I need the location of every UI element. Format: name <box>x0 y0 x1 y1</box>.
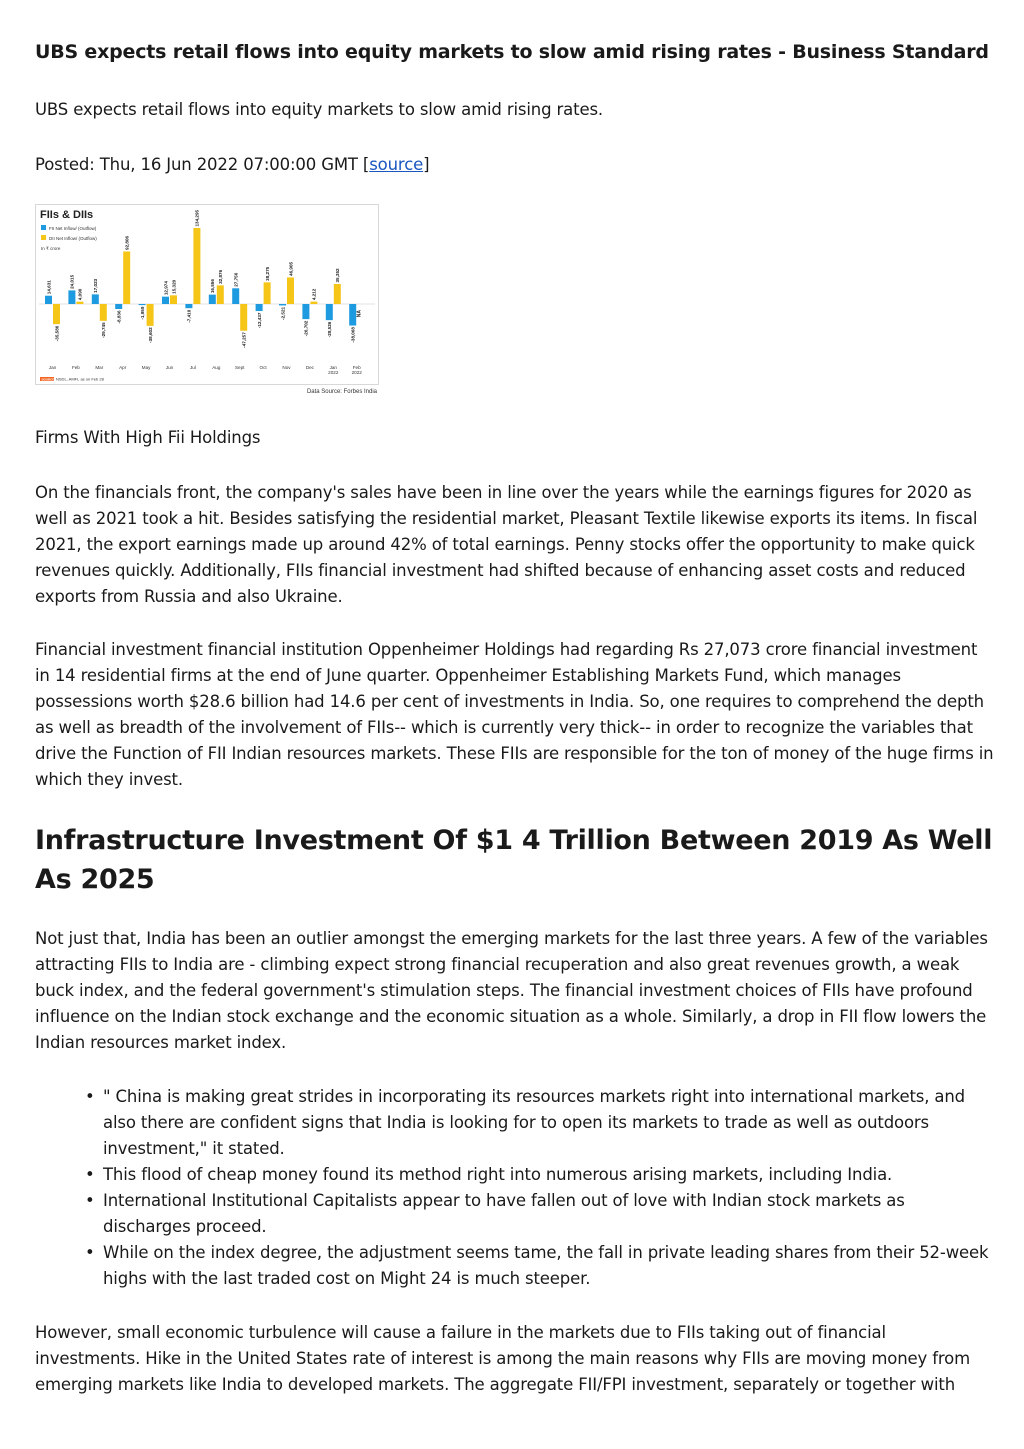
dii-bar <box>287 277 294 304</box>
bar-data-label: 15,320 <box>171 279 177 294</box>
chart-title: FIIs & DIIs <box>40 209 94 221</box>
bar-data-label: 17,023 <box>93 278 99 293</box>
legend-fii-label: FII Net Inflow/ (Outflow) <box>49 226 97 231</box>
bar-data-label: 4,090 <box>77 288 83 301</box>
bar-data-label: 27,756 <box>233 272 239 287</box>
bar-data-label: -29,745 <box>101 322 107 338</box>
fii-bar <box>139 304 146 305</box>
bar-data-label: 4,212 <box>311 288 317 301</box>
x-tick-label: 2022 <box>351 370 362 375</box>
x-tick-label: Mar <box>95 365 104 370</box>
x-tick-label: Nov <box>282 365 291 370</box>
dii-bar <box>53 304 60 324</box>
fii-bar <box>349 304 356 326</box>
fii-bar <box>279 304 286 305</box>
paragraph-outlier: Not just that, India has been an outlier amongst the emerging markets for the last three years. A few of the variables attracting FIIs to India are - climbing expect strong financial recuperation and also great revenues growth, a weak buck index, and the federal government's stimulation steps. The financial investment choices of FIIs have profound influence on the Indian stock exchange and the economic situation as a whole. Similarly, a drop in FII flow lowers the Indian resources market index. <box>35 929 988 1052</box>
x-tick-label: Apr <box>119 365 127 370</box>
bar-data-label: 32,876 <box>218 269 224 284</box>
bar-data-label: 14,631 <box>46 280 52 295</box>
bar-data-label: -28,526 <box>327 321 333 338</box>
source-link[interactable]: source <box>369 155 424 174</box>
dii-bar <box>310 302 317 304</box>
bar-data-label: -26,702 <box>303 320 309 337</box>
x-tick-label: Feb <box>71 365 80 370</box>
fii-bar <box>92 294 99 304</box>
paragraph-oppenheimer: Financial investment financial institution Oppenheimer Holdings had regarding Rs 27,073 crore financial investment in 14 residential firms at the end of June quarter. Oppenheimer Establishing Markets Fund, which manages possessions worth $28.6 billion had 14.6 per cent of investments in India. So, one requires to comprehend the depth as well as breadth of the involvement of FIIs-- which is currently very thick-- in order to recognize the variables that drive the Function of FII Indian resources markets. These FIIs are responsible for the ton of money of the huge firms in which they invest. <box>35 640 994 789</box>
bar-data-label: 46,905 <box>288 261 294 276</box>
x-tick-label: Jul <box>189 365 196 370</box>
bar-data-label: 92,806 <box>124 235 130 250</box>
dii-bar <box>264 282 271 304</box>
bar-data-label: -35,586 <box>54 325 60 342</box>
x-tick-label: Dec <box>305 365 314 370</box>
dii-bar <box>147 304 154 326</box>
fii-dii-chart <box>35 204 379 396</box>
fii-bar <box>256 304 263 311</box>
fii-bar <box>232 288 239 304</box>
bar-data-label: 12,974 <box>163 281 169 296</box>
bullet-list <box>85 1084 995 1292</box>
bar-data-label: -12,437 <box>256 312 262 329</box>
fii-dii-chart-figure <box>35 204 379 396</box>
bar-data-label: 24,015 <box>69 274 75 289</box>
bar-data-label: -1,959 <box>139 306 145 320</box>
list-item: • International Institutional Capitalists appear to have fallen out of love with Indian stock markets as discharges proceed. <box>85 1188 995 1240</box>
fii-bar <box>185 304 192 308</box>
list-item: • " China is making great strides in incorporating its resources markets right into international markets, and also there are confident signs that India is looking for to open its markets to trade as well as outdoors investment," it stated. <box>85 1084 995 1162</box>
article-title: UBS expects retail flows into equity markets to slow amid rising rates - Business Standard <box>35 41 989 63</box>
legend-dii-swatch <box>41 235 46 240</box>
bar-data-label: 134,295 <box>194 209 200 227</box>
fii-bar <box>209 295 216 304</box>
bar-data-label: -8,836 <box>116 310 122 324</box>
bar-data-label: -2,521 <box>280 306 286 320</box>
chart-footnote: NSDL, AMFI, as on Feb 28 <box>56 376 104 382</box>
dii-bar <box>123 251 130 304</box>
dii-bar <box>170 295 177 304</box>
bar-data-label: -47,257 <box>241 332 247 348</box>
paragraph-financials: On the financials front, the company's sales have been in line over the years while the earnings figures for 2020 as well as 2021 took a hit. Besides satisfying the residential market, Pleasant Textile likewise exports its items. In fiscal 2021, the export earnings made up around 42% of total earnings. Penny stocks offer the opportunity to make quick revenues quickly. Additionally, FIIs financial investment had shifted because of enhancing asset costs and reduced exports from Russia and also Ukraine. <box>35 483 978 606</box>
legend-dii-label: DII Net Inflow/ (Outflow) <box>49 236 97 241</box>
bar-data-label: -7,410 <box>186 309 192 323</box>
dii-bar <box>240 304 247 331</box>
list-item: • This flood of cheap money found its method right into numerous arising markets, including India. <box>85 1162 995 1188</box>
dii-bar <box>193 228 200 304</box>
figure-caption: Firms With High Fii Holdings <box>35 428 261 447</box>
x-tick-label: 2022 <box>328 370 339 375</box>
paragraph-turbulence: However, small economic turbulence will cause a failure in the markets due to FIIs taking out of financial investments. Hike in the United States rate of interest is among the main reasons why FIIs are moving money from emerging markets like India to developed markets. The aggregate FII/FPI investment, separately or together with <box>35 1323 971 1394</box>
dii-bar <box>76 302 83 304</box>
fii-bar <box>45 296 52 304</box>
bar-data-label: NA <box>356 310 363 318</box>
x-tick-label: Feb <box>352 365 361 370</box>
chart-unit-note: In ₹ crore <box>41 246 61 251</box>
posted-line <box>35 152 995 178</box>
dii-bar <box>217 285 224 304</box>
bar-data-label: 35,352 <box>335 268 341 283</box>
x-tick-label: Jun <box>165 365 174 370</box>
x-tick-label: May <box>141 365 151 370</box>
bar-data-label: 38,275 <box>264 266 270 281</box>
source-badge-text: SOURCE <box>41 377 55 382</box>
fii-bar <box>302 304 309 319</box>
fii-bar <box>326 304 333 320</box>
intro-paragraph: UBS expects retail flows into equity markets to slow amid rising rates. <box>35 100 603 119</box>
fii-bar <box>68 290 75 304</box>
x-tick-label: Jan <box>329 365 338 370</box>
dii-bar <box>334 284 341 304</box>
dii-bar <box>100 304 107 321</box>
x-tick-label: Sept <box>234 365 245 370</box>
fii-bar <box>162 297 169 304</box>
bar-data-label: -38,068 <box>350 327 356 343</box>
list-item: • While on the index degree, the adjustment seems tame, the fall in private leading shares from their 52-week highs with the last traded cost on Might 24 is much steeper. <box>85 1240 995 1292</box>
fii-bar <box>115 304 122 309</box>
bar-data-label: 16,556 <box>210 279 216 294</box>
chart-frame <box>36 205 379 385</box>
x-tick-label: Aug <box>212 365 221 370</box>
x-tick-label: Oct <box>259 365 267 370</box>
x-tick-label: Jan <box>48 365 57 370</box>
legend-fii-swatch <box>41 225 46 230</box>
posted-bracket: ] <box>423 155 430 174</box>
bar-data-label: -38,602 <box>147 327 153 343</box>
posted-date: Posted: Thu, 16 Jun 2022 07:00:00 GMT [ <box>35 155 370 174</box>
section-heading: Infrastructure Investment Of $1 4 Trillion Between 2019 As Well As 2025 <box>35 825 993 895</box>
chart-credit: Data Source: Forbes India <box>306 389 377 395</box>
